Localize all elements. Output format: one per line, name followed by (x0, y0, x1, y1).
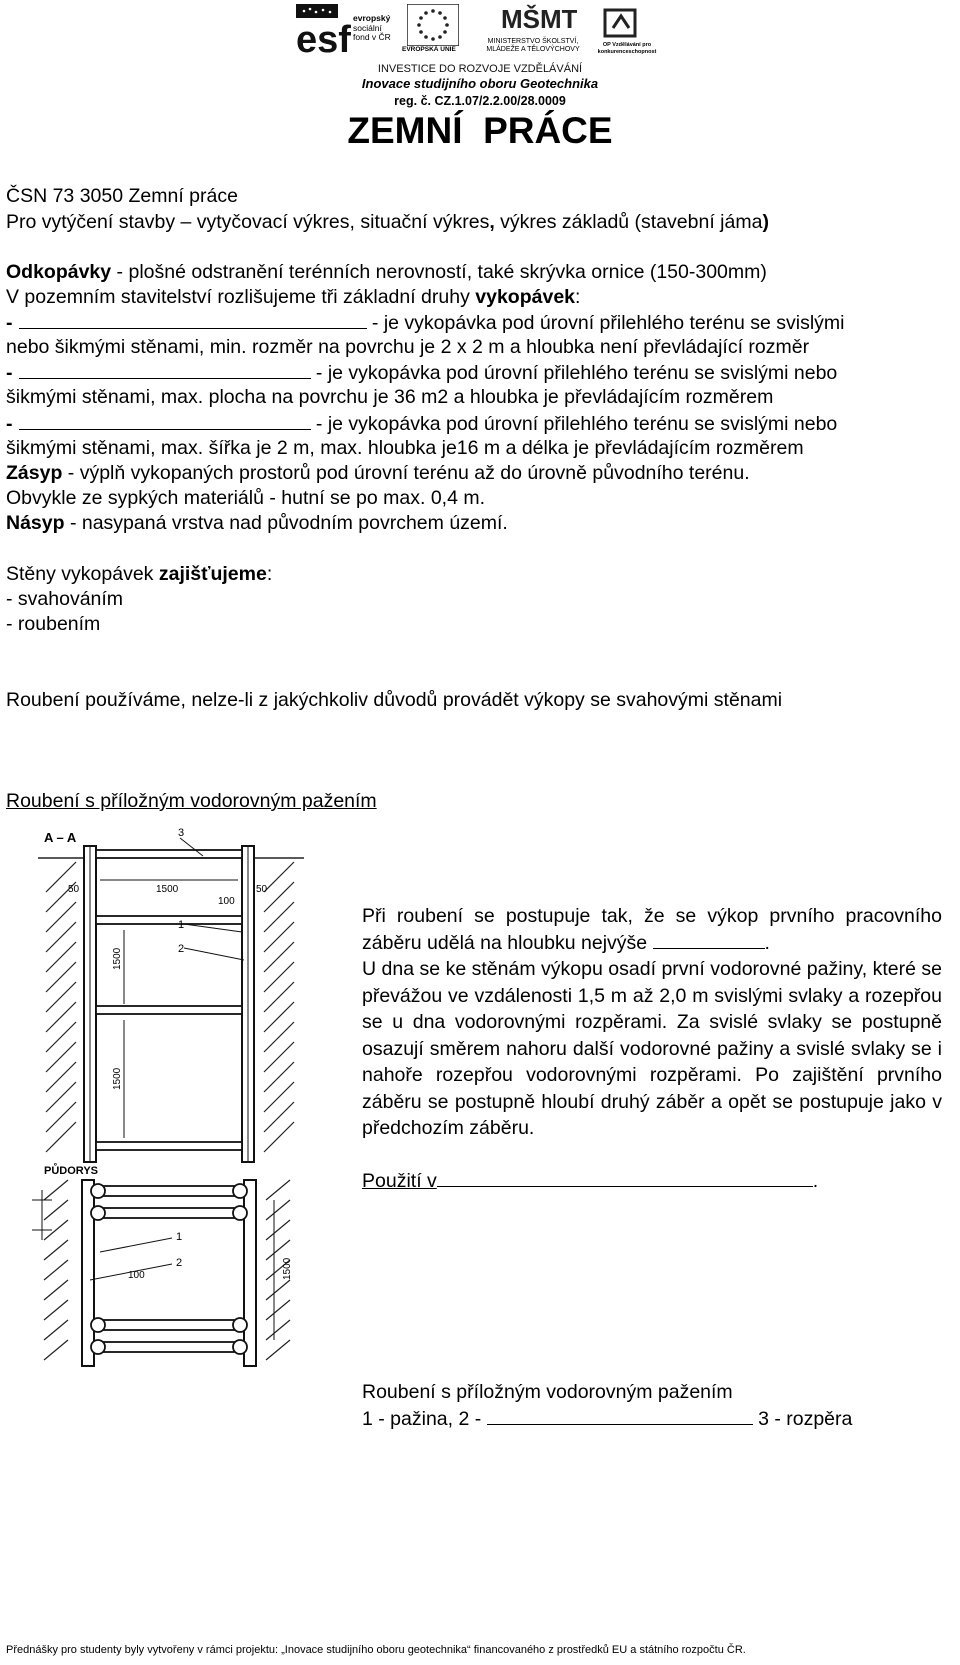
vykop-type-3-cont: šikmými stěnami, max. šířka je 2 m, max. hloubka je16 m a délka je převládajícím rozměrem (6, 437, 804, 459)
callout-label: 1 (178, 919, 185, 931)
roubeni-note: Roubení používáme, nelze-li z jakýchkoliv důvodů provádět výkopy se svahovými stěnami (6, 689, 783, 711)
dim-label: 100 (218, 896, 235, 907)
callout-label: 2 (178, 943, 185, 955)
procedure-paragraph-2: U dna se ke stěnám výkopu osadí první vodorovné pažiny, které se převážou ve vzdálenosti 1,5 m až 2,0 m svislými svlaky a rozepřou se u dna vodorovnými rozpěrami. Za svislé svlaky se postupně osazují směrem nahoru další vodorovné pažiny a svislé svlaky se i nahoře rozepřou vodorovnými rozpěrami. Po zajištění prvního záběru se postupně hloubí druhý záběr a opět se postupuje jako v předchozím záběru. (362, 958, 942, 1139)
svg-text:MŠMT: MŠMT (501, 4, 577, 34)
msmt-label: MINISTERSTVO ŠKOLSTVÍ, MLÁDEŽE A TĚLOVÝCHOVY (486, 38, 580, 53)
dim-label: 50 (256, 884, 268, 895)
header-project: Inovace studijního oboru Geotechnika (361, 76, 599, 91)
zasyp-line2: Obvykle ze sypkých materiálů - hutní se po max. 0,4 m. (6, 487, 486, 509)
callout-label: 2 (176, 1257, 183, 1269)
op-label: OP Vzdělávání pro konkurenceschopnost (597, 42, 657, 55)
section-heading: Roubení s příložným vodorovným pažením (6, 790, 377, 812)
druhy-line: V pozemním stavitelství rozlišujeme tři základní druhy vykopávek: (6, 286, 581, 308)
zasyp-def: Zásyp - výplň vykopaných prostorů pod úrovní terénu až do úrovně původního terénu. (6, 462, 750, 484)
dim-label: 1500 (282, 1257, 293, 1280)
steny-intro: Stěny vykopávek zajišťujeme: (6, 563, 273, 585)
header-reg: reg. č. CZ.1.07/2.2.00/28.0009 (394, 94, 566, 108)
dim-label: 1500 (112, 947, 123, 970)
fill-blank-use[interactable] (437, 1168, 813, 1187)
vykop-type-2: - - je vykopávka pod úrovní přilehlého terénu se svislými nebo (6, 362, 838, 384)
dim-label: 50 (68, 884, 80, 895)
vytyceni-text: Pro vytýčení stavby – vytyčovací výkres, situační výkres (6, 211, 490, 233)
csn-line: ČSN 73 3050 Zemní práce (6, 185, 238, 207)
odkopavky-term: Odkopávky (6, 261, 112, 283)
msmt-logo (497, 0, 577, 40)
vytyceni-line: Pro vytýčení stavby – vytyčovací výkres, situační výkres, výkres základů (stavební jáma) (6, 211, 769, 233)
fill-blank-2[interactable] (19, 360, 311, 379)
nasyp-term: Násyp (6, 512, 65, 534)
fill-blank-3[interactable] (19, 411, 311, 430)
figure-caption-legend: 1 - pažina, 2 - 3 - rozpěra (362, 1408, 853, 1430)
dim-label: 1500 (156, 884, 179, 895)
header-investice: INVESTICE DO ROZVOJE VZDĚLÁVÁNÍ (377, 63, 583, 75)
op-vk-logo (601, 6, 641, 40)
eu-flag-logo (407, 4, 459, 46)
vykop-type-1: - - je vykopávka pod úrovní přilehlého terénu se svislými (6, 312, 845, 334)
use-line: Použití v . (362, 1170, 819, 1192)
footer-note: Přednášky pro studenty byly vytvořeny v rámci projektu: „Inovace studijního oboru geotechnika“ financovaného z prostředků EU a státního rozpočtu ČR. (6, 1644, 746, 1656)
page-title: ZEMNÍ PRÁCE (347, 110, 613, 151)
esf-wordmark: esf (296, 19, 351, 56)
callout-label: 3 (178, 827, 185, 839)
dim-label: 100 (128, 1270, 145, 1281)
esf-small-text: evropský sociální fond v ČR (353, 13, 391, 42)
callout-label: 1 (176, 1231, 183, 1243)
vykop-type-1-cont: nebo šikmými stěnami, min. rozměr na povrchu je 2 x 2 m a hloubka není převládající rozměr (6, 336, 810, 358)
fill-blank-depth[interactable] (653, 930, 765, 949)
zasyp-term: Zásyp (6, 462, 63, 484)
fill-blank-1[interactable] (19, 310, 367, 329)
nasyp-def: Násyp - nasypaná vrstva nad původním povrchem území. (6, 512, 508, 534)
procedure-paragraph-1: Při roubení se postupuje tak, že se výkop prvního pracovního záběru udělá na hloubku nejvýše . (362, 905, 942, 954)
eu-label: EVROPSKÁ UNIE (402, 46, 456, 53)
figure-label-aa: A – A (44, 830, 77, 845)
dim-label: 1500 (112, 1067, 123, 1090)
shoring-figure (28, 820, 308, 1420)
fill-blank-legend[interactable] (487, 1406, 753, 1425)
steny-item-svahovani: - svahováním (6, 588, 124, 610)
vykop-type-2-cont: šikmými stěnami, max. plocha na povrchu je 36 m2 a hloubka je převládajícím rozměrem (6, 386, 774, 408)
odkopavky-def: Odkopávky - plošné odstranění terénních nerovností, také skrývka ornice (150-300mm) (6, 261, 767, 283)
figure-caption-title: Roubení s příložným vodorovným pažením (362, 1381, 733, 1403)
figure-label-pudorys: PŮDORYS (44, 1165, 98, 1177)
steny-item-roubeni: - roubením (6, 613, 101, 635)
vykop-type-3: - - je vykopávka pod úrovní přilehlého terénu se svislými nebo (6, 413, 838, 435)
